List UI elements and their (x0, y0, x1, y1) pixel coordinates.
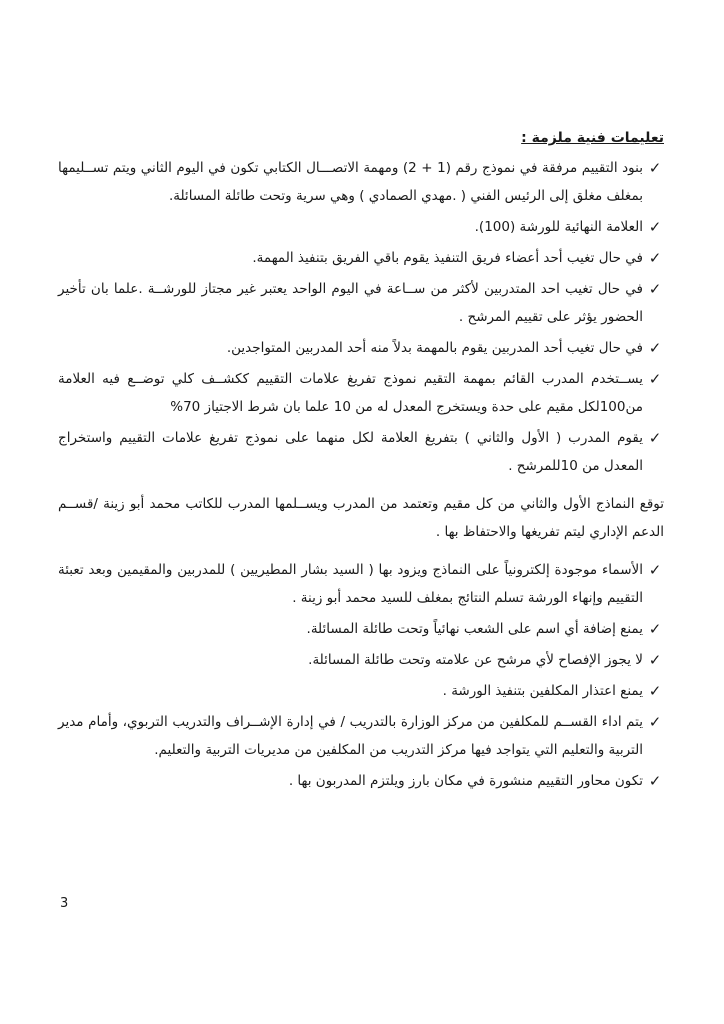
list-item-text: العلامة النهائية للورشة (100). (474, 219, 643, 235)
list-item-text: الأسماء موجودة إلكترونياً على النماذج ويزود بها ( السيد بشار المطيريين ) للمدربين والمقيمين وبعد تعبئة التقييم وإنهاء الورشة تسلم النتائج بمغلف للسيد محمد أبو زينة . (58, 562, 643, 606)
check-mark-icon: ✓ (648, 713, 662, 731)
list-item-text: يمنع اعتذار المكلفين بتنفيذ الورشة . (442, 683, 643, 699)
list-item-text: يمنع إضافة أي اسم على الشعب نهائياً وتحت طائلة المسائلة. (306, 621, 643, 637)
forms-paragraph: توقع النماذج الأول والثاني من كل مقيم وتعتمد من المدرب ويســلمها المدرب للكاتب محمد أبو زينة /قســم الدعم الإداري ليتم تفريغها والاحتفاظ بها . (58, 496, 664, 540)
check-mark-icon: ✓ (648, 651, 662, 669)
list-item (58, 767, 664, 795)
list-item (58, 424, 664, 480)
check-mark-icon: ✓ (648, 429, 662, 447)
instructions-list-1 (58, 154, 664, 480)
check-mark-icon: ✓ (648, 561, 662, 579)
section-heading: تعليمات فنية ملزمة : (521, 130, 664, 146)
check-mark-icon: ✓ (648, 682, 662, 700)
list-item-text: بنود التقييم مرفقة في نموذج رقم (1 + 2) ومهمة الاتصـــال الكتابي تكون في اليوم الثاني ويتم تســليمها بمغلف مغلق إلى الرئيس الفني ( .مهدي الصمادي ) وهي سرية وتحت طائلة المسائلة. (58, 160, 643, 204)
document-body (58, 124, 664, 798)
list-item (58, 154, 664, 210)
check-mark-icon: ✓ (648, 159, 662, 177)
list-item (58, 275, 664, 331)
list-item (58, 615, 664, 643)
list-item-text: يتم اداء القســم للمكلفين من مركز الوزارة بالتدريب / في إدارة الإشــراف والتدريب التربوي، وأمام مدير التربية والتعليم التي يتواجد فيها مركز التدريب من المكلفين من مديريات التربية والتعليم. (58, 714, 643, 758)
check-mark-icon: ✓ (648, 772, 662, 790)
list-item-text: في حال تغيب أحد أعضاء فريق التنفيذ يقوم باقي الفريق بتنفيذ المهمة. (252, 250, 643, 266)
list-item-text: في حال تغيب احد المتدربين لأكثر من ســاعة في اليوم الواحد يعتبر غير مجتاز للورشــة .علما بان تأخير الحضور يؤثر على تقييم المرشح . (58, 281, 643, 325)
instructions-list-2 (58, 556, 664, 795)
page-number: 3 (60, 896, 69, 911)
list-item (58, 365, 664, 421)
list-item (58, 244, 664, 272)
check-mark-icon: ✓ (648, 280, 662, 298)
check-mark-icon: ✓ (648, 249, 662, 267)
list-item (58, 213, 664, 241)
check-mark-icon: ✓ (648, 620, 662, 638)
list-item (58, 677, 664, 705)
check-mark-icon: ✓ (648, 339, 662, 357)
list-item-text: تكون محاور التقييم منشورة في مكان بارز ويلتزم المدربون بها . (288, 773, 643, 789)
list-item-text: يقوم المدرب ( الأول والثاني ) بتفريغ العلامة لكل منهما على نموذج تفريغ علامات التقييم واستخراج المعدل من 10للمرشح . (58, 430, 643, 474)
list-item (58, 556, 664, 612)
list-item-text: لا يجوز الإفصاح لأي مرشح عن علامته وتحت طائلة المسائلة. (308, 652, 643, 668)
list-item (58, 334, 664, 362)
check-mark-icon: ✓ (648, 218, 662, 236)
list-item (58, 708, 664, 764)
list-item-text: في حال تغيب أحد المدربين يقوم بالمهمة بدلاً منه أحد المدربين المتواجدين. (226, 340, 643, 356)
list-item (58, 646, 664, 674)
list-item-text: يســتخدم المدرب القائم بمهمة التقيم نموذج تفريغ علامات التقييم ككشــف كلي توضــع فيه العلامة من100لكل مقيم على حدة ويستخرج المعدل له من 10 علما بان شرط الاجتياز 70% (58, 371, 643, 415)
check-mark-icon: ✓ (648, 370, 662, 388)
